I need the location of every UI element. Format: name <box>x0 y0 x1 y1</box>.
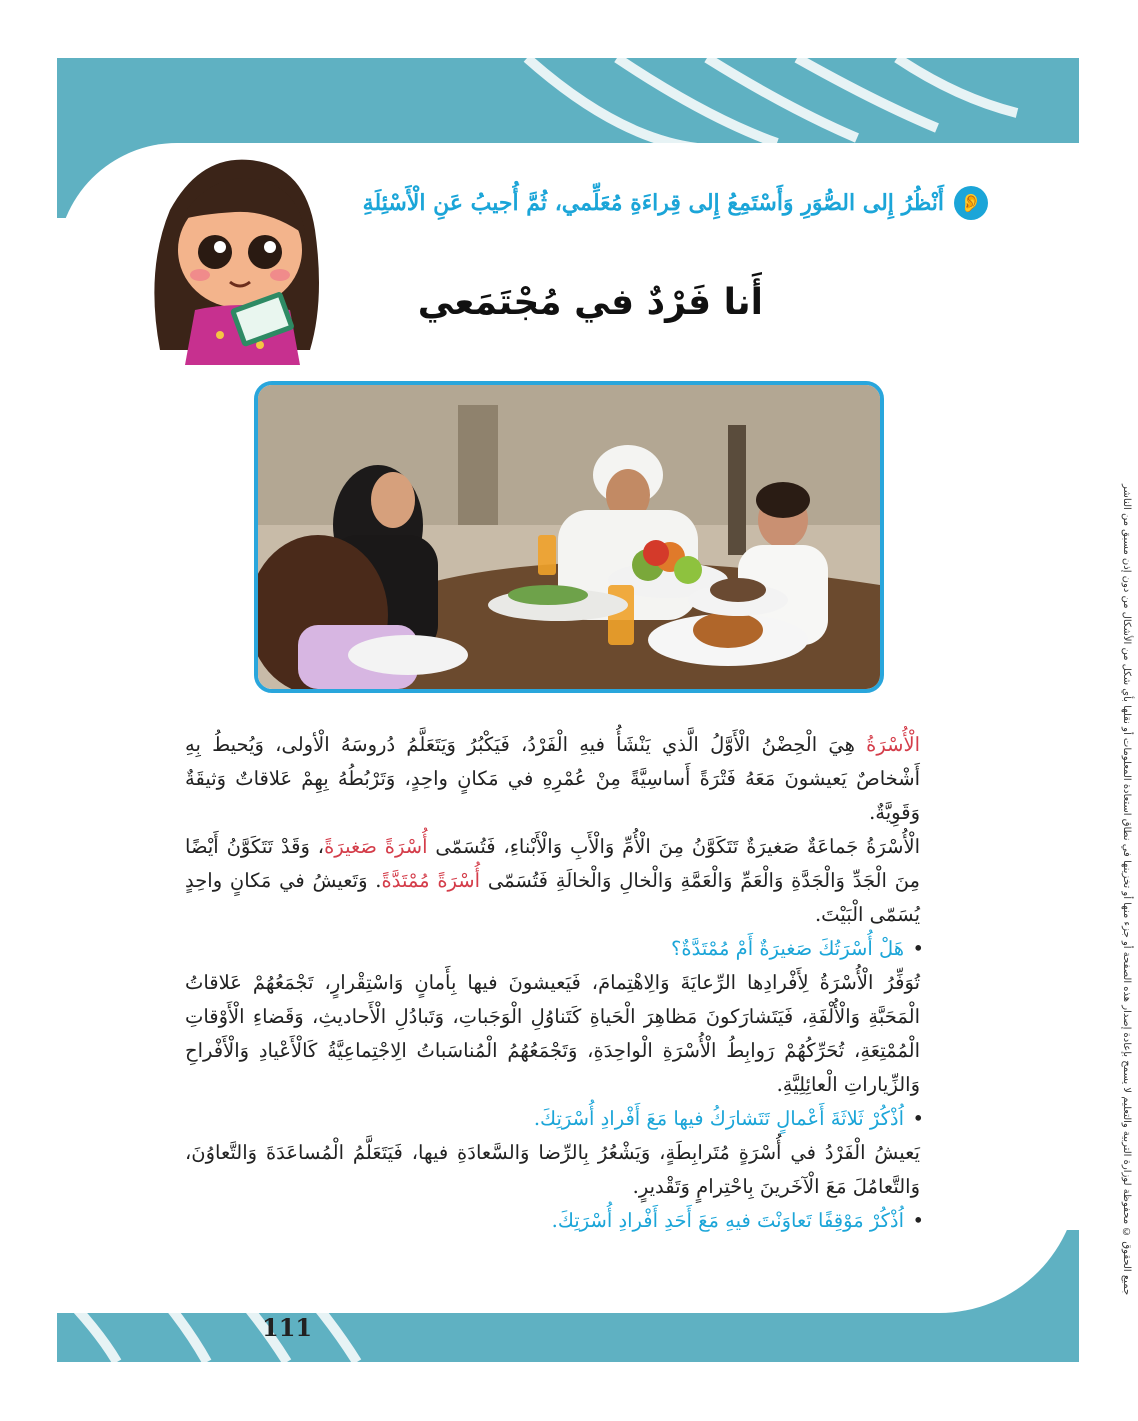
copyright-note: جميع الحقوق © محفوظة لوزارة التربية والتعليم لا يسمح بإعادة إصدار هذه الصفحة أو جزء منها أو تخزينها في نطاق استعادة المعلومات أو نقلها بأي شكل من الأشكال من دون إذن مسبق من الناشر <box>1121 483 1132 1295</box>
instruction-row <box>363 186 988 220</box>
lesson-title: أَنا فَرْدٌ في مُجْتَمَعي <box>417 282 763 323</box>
paragraph-1-text: هِيَ الْحِضْنُ الْأَوَّلُ الَّذي يَنْشَأُ فيهِ الْفَرْدُ، فَيَكْبُرُ وَيَتَعَلَّمُ دُروسَهُ الْأولى، وَيُحيطُ بِهِ أَشْخاصٌ يَعيشونَ مَعَهُ فَتْرَةً أَساسِيَّةً مِنْ عُمْرِهِ في مَكانٍ واحِدٍ، وَتَرْبُطُهُ بِهِمْ عَلاقاتٌ وَثيقَةٌ وَقَوِيَّةٌ. <box>185 733 920 824</box>
question-3: • اُذْكُرْ مَوْقِفًا تَعاوَنْتَ فيهِ مَعَ أَحَدِ أَفْرادِ أُسْرَتِكَ. <box>185 1204 920 1238</box>
paragraph-2-part-b: ، وَقَدْ تَتَكَوَّنُ أَيْضًا مِنَ الْجَدِّ وَالْجَدَّةِ وَالْعَمِّ وَالْعَمَّةِ وَالْخالِ وَالْخالَةِ فَتُسَمّى <box>185 835 920 892</box>
page-number: 111 <box>262 1313 313 1342</box>
instruction-text: أَنْظُرُ إِلى الصُّوَرِ وَأَسْتَمِعُ إِلى قِراءَةِ مُعَلِّمي، ثُمَّ أُجيبُ عَنِ الْأَسْئِلَةِ <box>362 190 944 216</box>
family-meal-illustration <box>258 385 880 689</box>
paragraph-family-care: تُوَفِّرُ الْأُسْرَةُ لِأَفْرادِها الرِّعايَةَ وَالِاهْتِمامَ، فَيَعيشونَ فيها بِأَمانٍ وَاسْتِقْرارٍ، تَجْمَعُهُمْ عَلاقاتُ الْمَحَبَّةِ وَالْأُلْفَةِ، فَيَتَشارَكونَ مَظاهِرَ الْحَياةِ كَتَناوُلِ الْوَجَباتِ، وَتَبادُلِ الْأَحاديثِ، وَقَضاءِ الْأَوْقاتِ الْمُمْتِعَةِ، تُحَرِّكُهُمْ رَوابِطُ الْأُسْرَةِ الْواحِدَةِ، وَتَجْمَعُهُمُ الْمُناسَباتُ الِاجْتِماعِيَّةُ كَالْأَعْيادِ وَالْأَفْراحِ وَالزِّياراتِ الْعائِلِيَّةِ. <box>185 971 920 1096</box>
girl-reading-mascot <box>140 150 340 365</box>
ear-listen-icon[interactable]: 👂 <box>954 186 988 220</box>
family-meal-photo <box>254 381 884 693</box>
paragraph-2-part-a: الْأُسْرَةُ جَماعَةٌ صَغيرَةٌ تَتَكَوَّنُ مِنَ الْأُمِّ وَالْأَبِ وَالْأَبْناءِ، فَتُسَمّى <box>427 835 921 858</box>
paragraph-family-definition <box>185 728 920 830</box>
paragraph-family-types <box>185 830 920 932</box>
question-1: • هَلْ أُسْرَتُكَ صَغيرَةٌ أَمْ مُمْتَدَّةٌ؟ <box>185 932 920 966</box>
question-2: • اُذْكُرْ ثَلاثَةَ أَعْمالٍ تَتَشارَكُ فيها مَعَ أَفْرادِ أُسْرَتِكَ. <box>185 1102 920 1136</box>
paragraph-2-part-c: . وَتَعيشُ في مَكانٍ واحِدٍ يُسَمّى الْبَيْتَ. <box>185 869 920 926</box>
lesson-body <box>185 728 920 1238</box>
term-family: الْأُسْرَةُ <box>866 733 920 756</box>
term-extended-family: أُسْرَةً مُمْتَدَّةً <box>381 869 481 892</box>
term-small-family: أُسْرَةً صَغيرَةً <box>324 835 428 858</box>
paragraph-individual: يَعيشُ الْفَرْدُ في أُسْرَةٍ مُتَرابِطَةٍ، وَيَشْعُرُ بِالرِّضا وَالسَّعادَةِ فيها، فَيَتَعَلَّمُ الْمُساعَدَةَ وَالتَّعاوُنَ، وَالتَّعامُلَ مَعَ الْآخَرينَ بِاحْتِرامٍ وَتَقْديرٍ. <box>185 1141 920 1198</box>
